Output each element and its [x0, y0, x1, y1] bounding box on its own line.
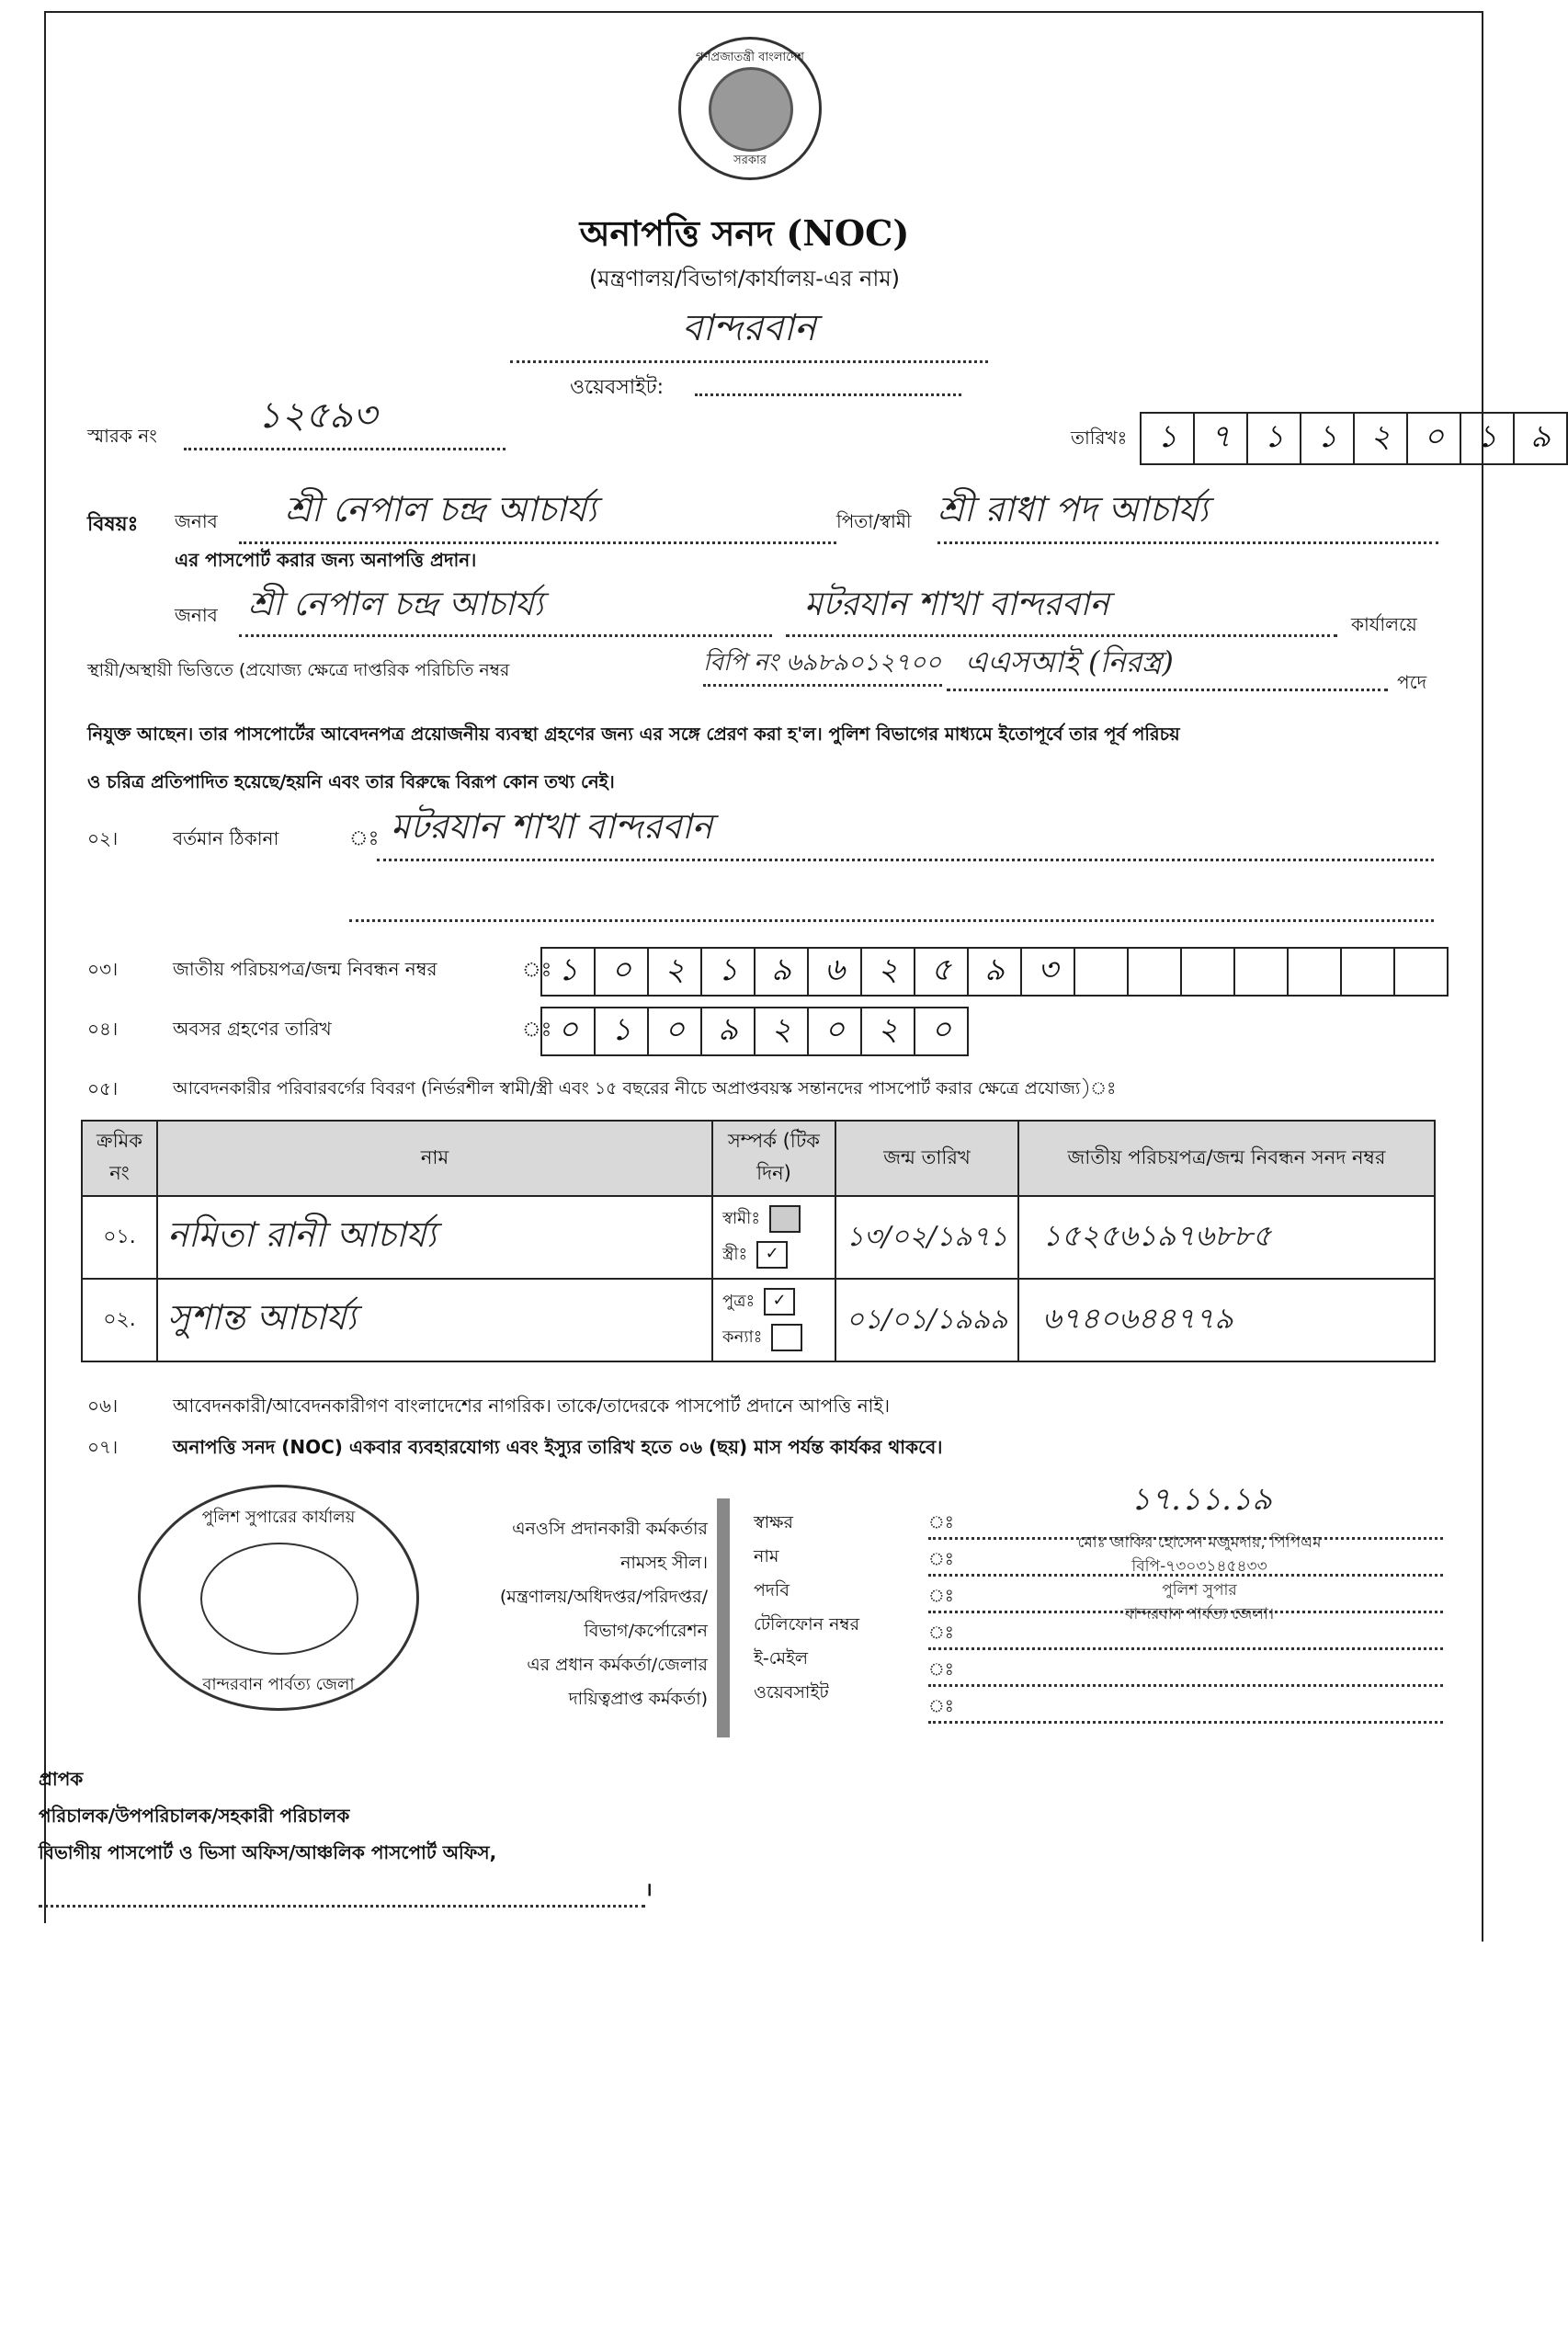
sign-label: পদবি: [754, 1580, 790, 1600]
item-07-number: ০৭।: [87, 1436, 119, 1458]
nid-digit: ৩: [1022, 949, 1075, 995]
office-suffix: কার্যালয়ে: [1351, 613, 1417, 635]
row-serial: ০১.: [82, 1196, 157, 1279]
memo-label: স্মারক নং: [87, 425, 157, 447]
retire-digit: ৯: [702, 1008, 756, 1054]
retire-colon: ঃ: [522, 1019, 552, 1042]
officer-line: দায়িত্বপ্রাপ্ত কর্মকর্তা): [568, 1689, 708, 1709]
nid-digit: [1395, 949, 1447, 995]
body-name: শ্রী নেপাল চন্দ্র আচার্য্য: [239, 579, 772, 637]
stamp-line: বান্দরবান পার্বত্য জেলা।: [1124, 1605, 1275, 1623]
sign-labels: [754, 1506, 859, 1710]
retire-label: অবসর গ্রহণের তারিখ: [173, 1018, 332, 1040]
officer-line: (মন্ত্রণালয়/অধিদপ্তর/পরিদপ্তর/: [499, 1587, 708, 1607]
header-name: নাম: [157, 1121, 712, 1196]
nid-digit: [1235, 949, 1289, 995]
recipient-end: ।: [645, 1878, 653, 1900]
date-digit: ১: [1142, 414, 1195, 463]
row-nid: ৬৭৪০৬৪৪৭৭৯: [1018, 1279, 1435, 1361]
table-row: [82, 1196, 1435, 1279]
family-label: আবেদনকারীর পরিবারবর্গের বিবরণ (নির্ভরশীল স্বামী/স্ত্রী এবং ১৫ বছরের নীচে অপ্রাপ্তবয়স্ক সন্তানদের পাসপোর্ট করার ক্ষেত্রে প্রযোজ্য)ঃ: [173, 1078, 1117, 1099]
sign-label: নাম: [754, 1546, 779, 1566]
sign-label: টেলিফোন নম্বর: [754, 1614, 860, 1634]
date-label: তারিখঃ: [1071, 427, 1128, 449]
officer-line: বিভাগ/কর্পোরেশন: [584, 1621, 708, 1641]
officer-block: [432, 1512, 708, 1716]
sign-date: ১৭.১১.১৯: [1131, 1481, 1273, 1518]
sign-colons: ঃ ঃ ঃ ঃ ঃ ঃ: [928, 1506, 1443, 1724]
recipient-line: পরিচালক/উপপরিচালক/সহকারী পরিচালক: [39, 1805, 350, 1827]
stamp-line: বিপি-৭৩০৩১৪৫৪৩৩: [1131, 1557, 1267, 1576]
header-relation: সম্পর্ক (টিক দিন): [712, 1121, 835, 1196]
retire-digit: ০: [649, 1008, 702, 1054]
table-row: [82, 1279, 1435, 1361]
nid-digit: ২: [649, 949, 702, 995]
relation-wife-checkbox: ✓: [756, 1241, 788, 1269]
nid-digit: ৯: [969, 949, 1022, 995]
date-digit: ১: [1301, 414, 1355, 463]
retire-digit: ১: [596, 1008, 649, 1054]
date-digit: ২: [1355, 414, 1408, 463]
officer-line: এনওসি প্রদানকারী কর্মকর্তার: [512, 1519, 708, 1539]
family-table: [81, 1120, 1436, 1362]
emblem-text-bottom: সরকার: [733, 154, 767, 167]
website-label: ওয়েবসাইট:: [570, 376, 664, 399]
page-subtitle: (মন্ত্রণালয়/বিভাগ/কার্যালয়-এর নাম): [588, 266, 901, 291]
nid-colon: ঃ: [522, 959, 552, 982]
nid-digit: ৯: [756, 949, 809, 995]
nid-digit: [1075, 949, 1129, 995]
date-digit: ১: [1461, 414, 1515, 463]
office-name: বান্দরবান: [510, 299, 988, 363]
item-03-number: ০৩।: [87, 958, 119, 980]
relation-son-label: পুত্রঃ: [722, 1292, 756, 1311]
emblem-text-top: গণপ্রজাতন্ত্রী বাংলাদেশ: [696, 51, 804, 64]
nid-digit: ২: [862, 949, 915, 995]
address-line-2: [349, 919, 1434, 922]
row-name: সুশান্ত আচার্য্য: [157, 1279, 712, 1361]
header-dob: জন্ম তারিখ: [835, 1121, 1018, 1196]
relation-daughter-label: কন্যাঃ: [722, 1327, 763, 1347]
nid-digit: ৫: [915, 949, 969, 995]
retire-digit: ২: [756, 1008, 809, 1054]
retire-digit: ০: [809, 1008, 862, 1054]
date-digit: ০: [1408, 414, 1461, 463]
row-serial: ০২.: [82, 1279, 157, 1361]
row-dob: ০১/০১/১৯৯৯: [835, 1279, 1018, 1361]
officer-stamp: [1034, 1531, 1365, 1626]
relation-husband-label: স্বামীঃ: [722, 1209, 760, 1228]
nid-digit: ১: [702, 949, 756, 995]
recipient-block: [39, 1760, 653, 1908]
website-dots: [695, 393, 961, 396]
body-mr-label: জনাব: [175, 604, 218, 626]
officer-line: এর প্রধান কর্মকর্তা/জেলার: [527, 1655, 708, 1675]
subject-mr-label: জনাব: [175, 510, 218, 532]
father-label: পিতা/স্বামী: [836, 510, 912, 532]
father-name: শ্রী রাধা পদ আচার্য্য: [937, 483, 1438, 544]
relation-daughter-checkbox: [771, 1324, 802, 1351]
nid-digit: [1342, 949, 1395, 995]
item-04-number: ০৪।: [87, 1018, 119, 1040]
address-colon: ঃ: [349, 827, 380, 850]
date-digit: ৯: [1529, 417, 1551, 455]
nid-digit: ০: [596, 949, 649, 995]
nid-digit: ১: [542, 949, 596, 995]
row-relation: [712, 1279, 835, 1361]
id-number: বিপি নং ৬৯৮৯০১২৭০০: [703, 644, 942, 687]
row-name: নমিতা রানী আচার্য্য: [157, 1196, 712, 1279]
relation-wife-label: স্ত্রীঃ: [722, 1245, 748, 1264]
date-digit: ১: [1248, 414, 1301, 463]
recipient-label: প্রাপক: [39, 1768, 84, 1790]
seal-text-top: পুলিশ সুপারের কার্যালয়: [201, 1508, 356, 1527]
nid-digit: [1289, 949, 1342, 995]
stamp-line: পুলিশ সুপার: [1162, 1581, 1237, 1600]
row-relation: [712, 1196, 835, 1279]
retire-digit: ০: [930, 1010, 952, 1048]
relation-son-checkbox: ✓: [764, 1288, 795, 1316]
nid-digit: ৬: [809, 949, 862, 995]
subject-name: শ্রী নেপাল চন্দ্র আচার্য্য: [239, 483, 836, 544]
date-boxes: [1140, 412, 1568, 465]
nid-digit: [1182, 949, 1235, 995]
retire-digit: ০: [542, 1008, 596, 1054]
body-paragraph-2: নিযুক্ত আছেন। তার পাসপোর্টের আবেদনপত্র প্রয়োজনীয় ব্যবস্থা গ্রহণের জন্য এর সঙ্গে প্রেরণ করা হ'ল। পুলিশ বিভাগের মাধ্যমে ইতোপূর্বে তার পূর্ব পরিচয়: [87, 723, 1180, 745]
address-label: বর্তমান ঠিকানা: [173, 827, 279, 849]
body-paragraph-3: ও চরিত্র প্রতিপাদিত হয়েছে/হয়নি এবং তার বিরুদ্ধে বিরূপ কোন তথ্য নেই।: [87, 771, 615, 792]
date-digit: ৭: [1195, 414, 1248, 463]
nid-digit: [1129, 949, 1182, 995]
nid-label: জাতীয় পরিচয়পত্র/জন্ম নিবন্ধন নম্বর: [173, 958, 437, 980]
block-brace: [717, 1498, 730, 1737]
item-07-text: অনাপত্তি সনদ (NOC) একবার ব্যবহারযোগ্য এবং ইস্যুর তারিখ হতে ০৬ (ছয়) মাস পর্যন্ত কার্যকর থাকবে।: [173, 1436, 943, 1458]
sign-label: ওয়েবসাইট: [754, 1682, 829, 1703]
relation-husband-checkbox: [769, 1205, 801, 1233]
stamp-line: মোঃ জাকির হোসেন মজুমদার, পিপিএম: [1077, 1533, 1322, 1552]
police-seal: [138, 1485, 419, 1711]
item-05-number: ০৫।: [87, 1077, 119, 1099]
memo-number: ১২৫৯৩: [184, 386, 506, 450]
address-value: মটরযান শাখা বান্দরবান: [377, 800, 1434, 861]
retire-digit: ২: [862, 1008, 915, 1054]
subject-purpose: এর পাসপোর্ট করার জন্য অনাপত্তি প্রদান।: [175, 549, 477, 571]
item-06-number: ০৬।: [87, 1395, 119, 1417]
post-label: পদে: [1397, 671, 1427, 693]
officer-line: নামসহ সীল।: [620, 1553, 708, 1573]
page-title: অনাপত্তি সনদ (NOC): [579, 212, 910, 254]
seal-text-bottom: বান্দরবান পার্বত্য জেলা: [202, 1675, 355, 1694]
sign-label: স্বাক্ষর: [754, 1512, 793, 1532]
row-nid: ১৫২৫৬১৯৭৬৮৮৫: [1018, 1196, 1435, 1279]
retire-boxes: [540, 1007, 969, 1056]
designation: এএসআই (নিরস্ত্র): [947, 639, 1388, 691]
header-nid: জাতীয় পরিচয়পত্র/জন্ম নিবন্ধন সনদ নম্বর: [1018, 1121, 1435, 1196]
recipient-line: বিভাগীয় পাসপোর্ট ও ভিসা অফিস/আঞ্চলিক পাসপোর্ট অফিস,: [39, 1841, 497, 1863]
body-office: মটরযান শাখা বান্দরবান: [786, 579, 1337, 637]
item-02-number: ০২।: [87, 827, 119, 849]
nid-boxes: [540, 947, 1449, 997]
subject-label: বিষয়ঃ: [87, 513, 139, 536]
row-dob: ১৩/০২/১৯৭১: [835, 1196, 1018, 1279]
govt-emblem: [678, 37, 822, 180]
item-06-text: আবেদনকারী/আবেদনকারীগণ বাংলাদেশের নাগরিক। তাকে/তাদেরকে পাসপোর্ট প্রদানে আপত্তি নাই।: [173, 1395, 891, 1417]
sign-label: ই-মেইল: [754, 1648, 809, 1669]
header-serial: ক্রমিক নং: [82, 1121, 157, 1196]
basis-text: স্থায়ী/অস্থায়ী ভিত্তিতে (প্রযোজ্য ক্ষেত্রে দাপ্তরিক পরিচিতি নম্বর: [87, 660, 510, 680]
